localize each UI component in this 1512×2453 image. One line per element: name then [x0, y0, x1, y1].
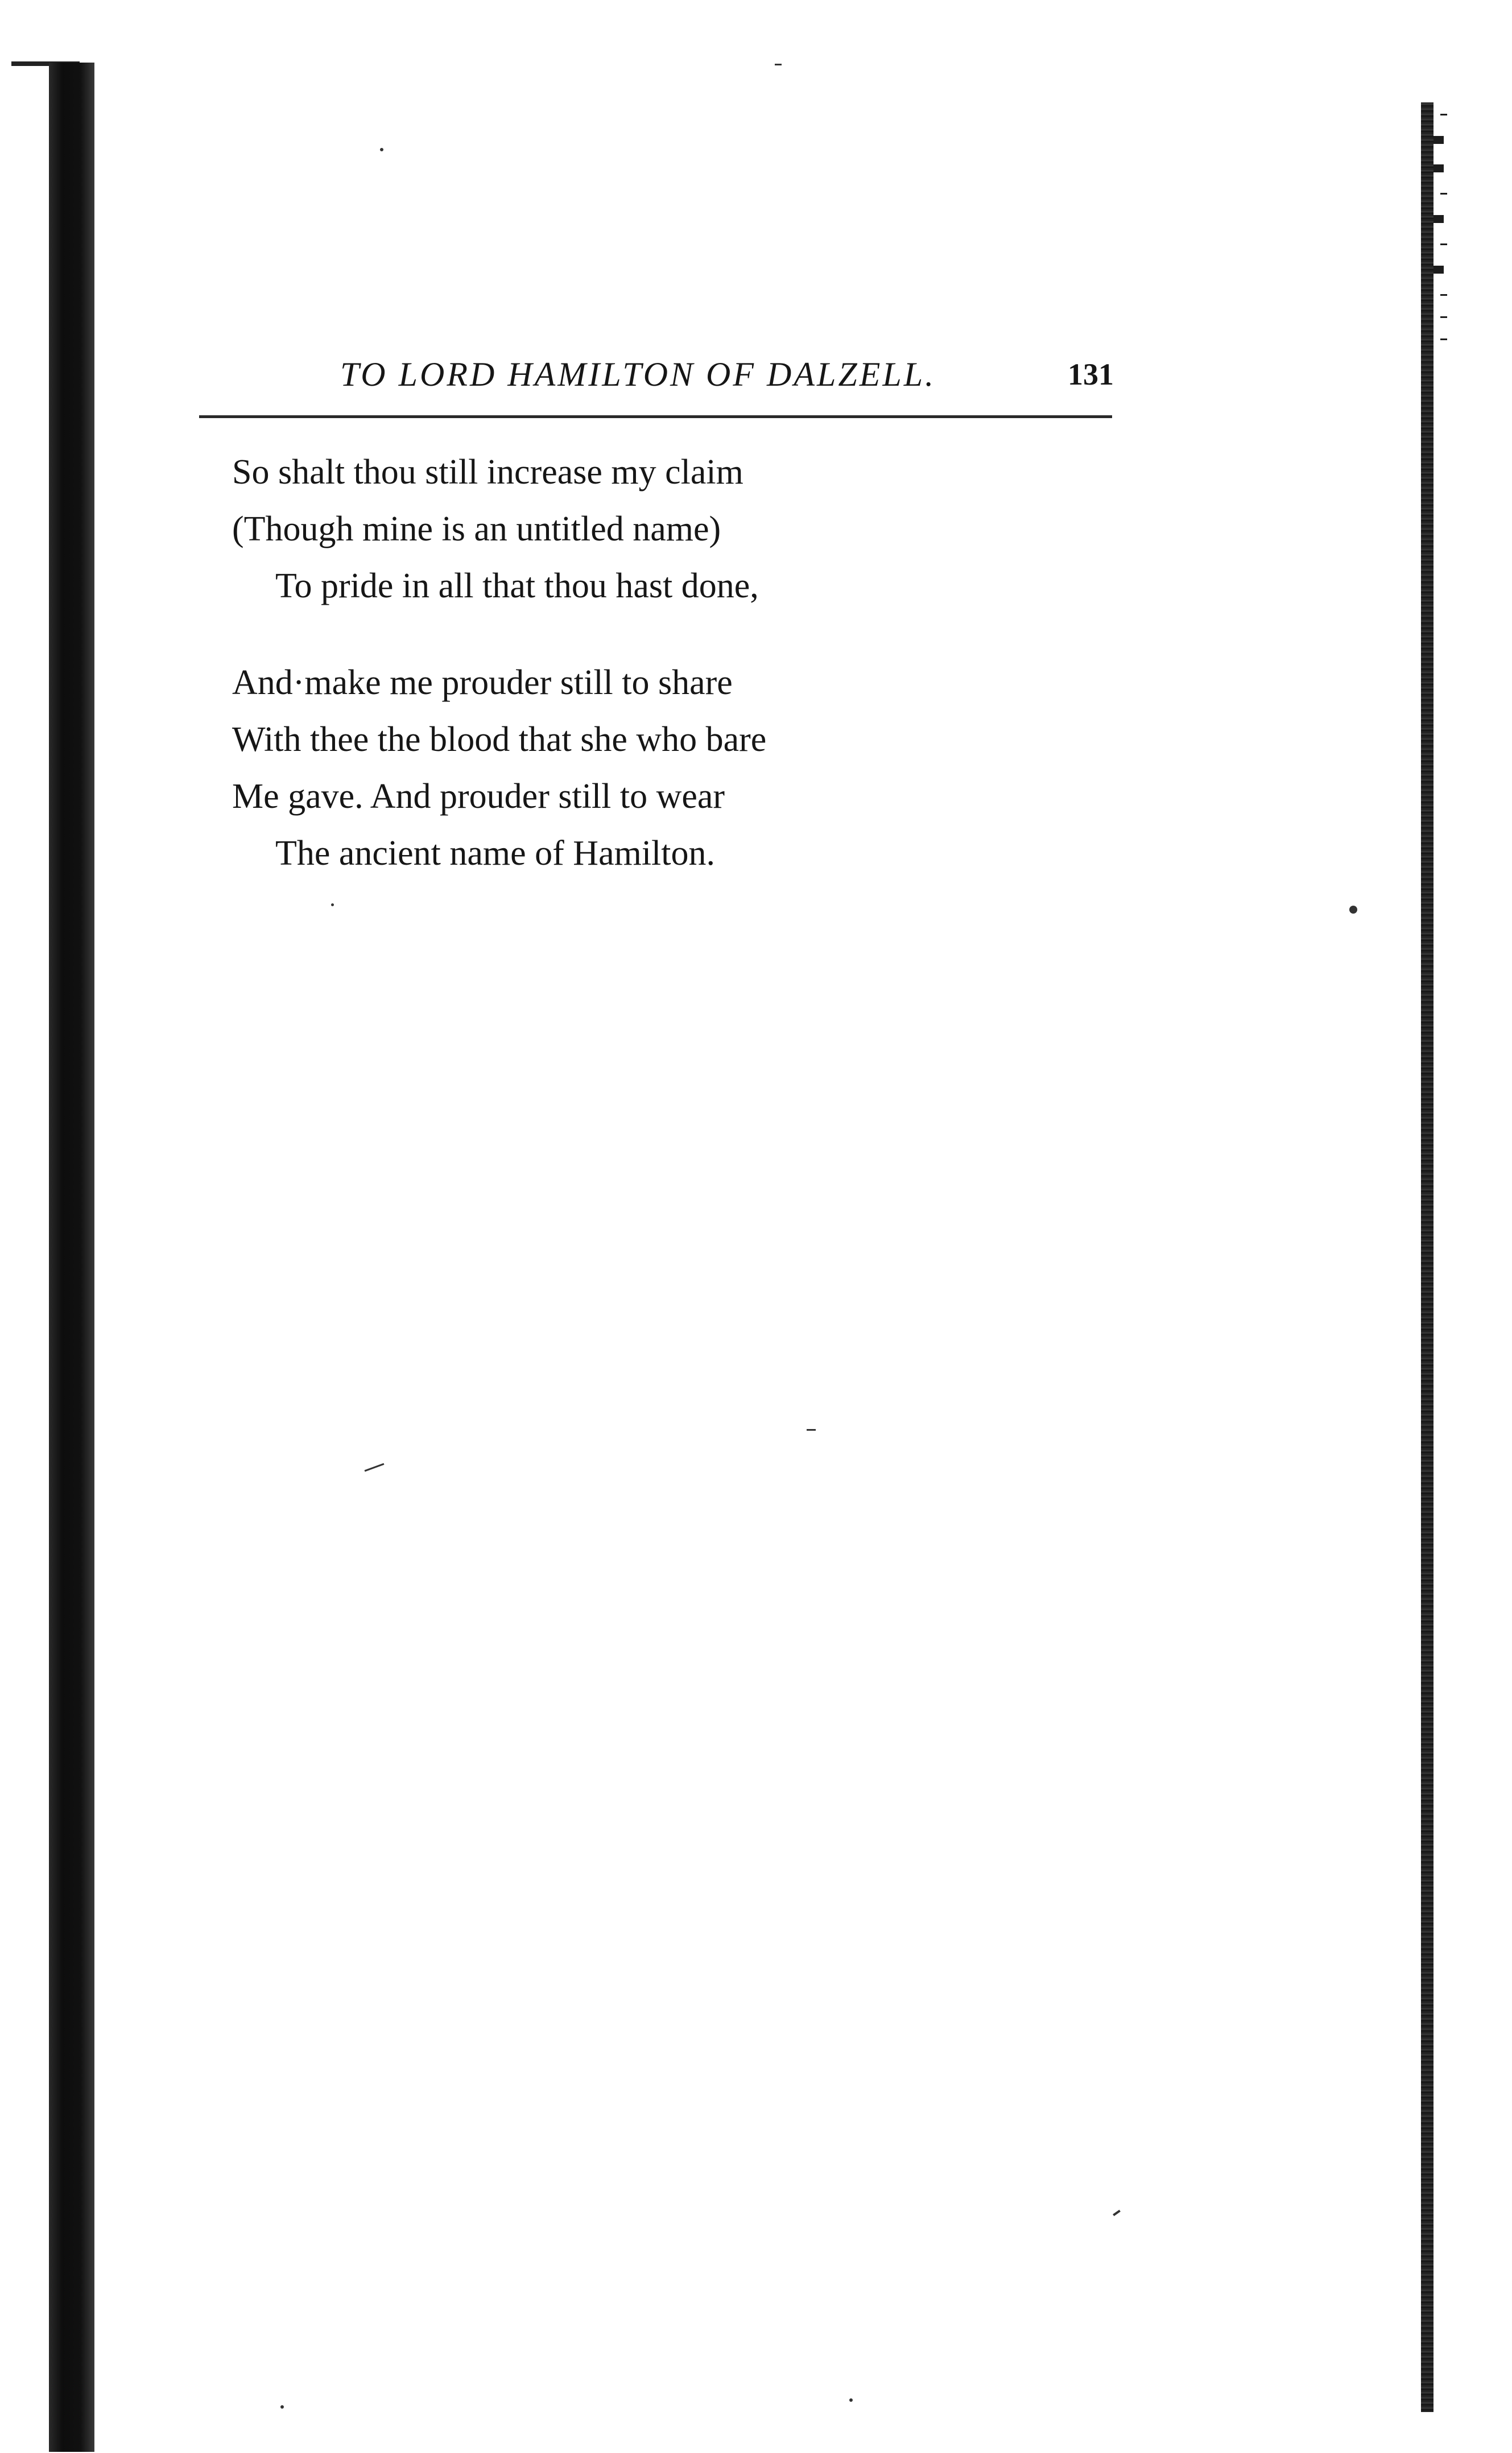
poem-line: To pride in all that thou hast done,: [275, 567, 759, 605]
running-title: TO LORD HAMILTON OF DALZELL.: [340, 356, 936, 393]
poem: [232, 444, 972, 882]
poem-line: Me gave. And prouder still to wear: [232, 777, 725, 816]
running-head: [340, 352, 1114, 397]
scan-speck: [365, 1463, 385, 1472]
poem-line: With thee the blood that she who bare: [232, 720, 767, 759]
scan-speck: [807, 1429, 816, 1431]
scan-speck: [1113, 2210, 1121, 2216]
poem-line: And·make me prouder still to share: [232, 663, 733, 702]
page-edge: [1421, 102, 1433, 2412]
scan-speck: [331, 903, 334, 906]
header-rule: [199, 415, 1112, 418]
scan-speck: [1349, 906, 1357, 914]
stanza: [232, 444, 972, 614]
scan-speck: [380, 148, 383, 151]
poem-line: (Though mine is an untitled name): [232, 510, 721, 548]
scan-speck: [775, 64, 782, 65]
binding-edge: [49, 63, 94, 2452]
edge-marks: [1433, 114, 1451, 432]
scan-speck: [280, 2405, 284, 2409]
scan-speck: [849, 2398, 853, 2402]
page-number: 131: [1068, 357, 1114, 391]
poem-line: So shalt thou still increase my claim: [232, 453, 743, 492]
poem-line: The ancient name of Hamilton.: [275, 834, 716, 873]
stanza: [232, 654, 972, 882]
